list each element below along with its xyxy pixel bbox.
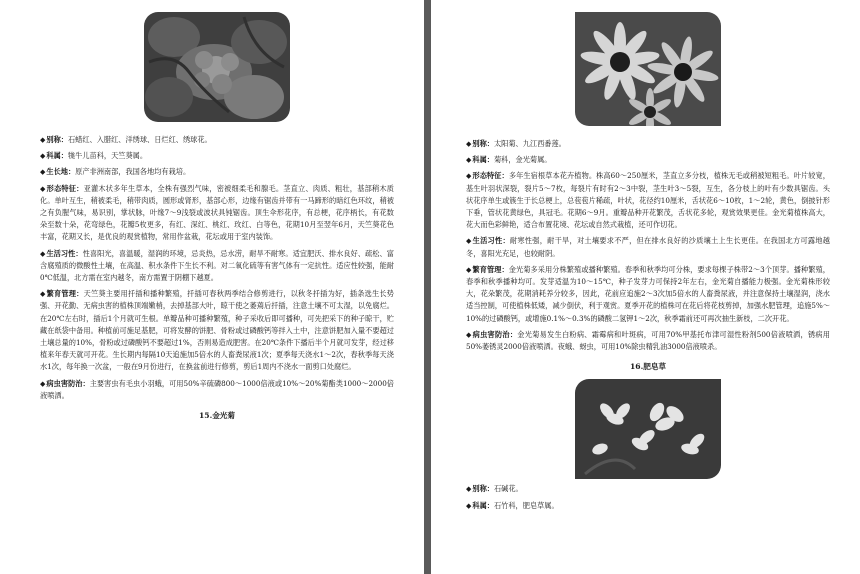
- entry-xingtai: ◆形态特征：亚灌木状多年生草本，全株有强烈气味，密被细柔毛和腺毛。茎直立、肉质、粗壮，基部稍木质化。单叶互生，稍被柔毛，稍带肉质，圆形或肾形，基部心形，边缘有锯齿并带有一马蹄形的暗红色环纹，稍被之有负腥气味，易识别，掌状脉，叶缘7～9浅裂或波状具钝锯齿。顶生伞形花序，有总梗，花序柄长，有花数朵至数十朵，花弯绿色，花瓣5枚更多，有红、深红、桃红、玫红、白等色，花期10月至翌年6月，天竺葵花色丰富，花期又长，是优良的观赏植物，常用作盆栽，花坛或用于室内装饰。: [40, 183, 394, 242]
- geranium-photo: [144, 12, 290, 122]
- entry-keshu-2: ◆科属：石竹科，肥皂草属。: [466, 500, 559, 510]
- entry-keshu: ◆科属：牻牛儿苗科，天竺葵属。: [40, 151, 148, 161]
- entry-bingchong: ◆病虫害防治：金光菊易发生白粉病、霜霉病和叶斑病，可用70%甲基托布津可湿性粉剂500倍液喷洒，锈病用50%萎锈灵2000倍液喷洒。夜蛾、蚜虫，可用10%除虫精乳油3000倍液喷杀。: [466, 329, 830, 352]
- entry-xingtai: ◆形态特征：多年生宿根草本花卉植物。株高60～250厘米，茎直立多分枝，植株无毛或稍被短粗毛。叶片较宽，基生叶羽状深裂，裂片5～7枚，每裂片有时有2～3中裂，茎生叶3～5裂，互生，各分枝上的叶有少数具锯齿。头状花序单生或簇生于长总梗上，总苞苞片稀疏，叶状，花径约10厘米，舌状花6～10枚，1～2轮，黄色，倒披针形下垂，管状花黄绿色，具冠毛。花期6～9月。重瓣品种开花繁茂，舌状花多轮，观赏效果更佳。金光菊植株高大，花大而色彩鲜艳，适合布置花境、花坛或自然式栽植，还可作切花。: [466, 171, 830, 230]
- entry-shengchang: ◆生长地：原产非洲南部，我国各地均有栽培。: [40, 167, 191, 177]
- rudbeckia-image: [575, 12, 721, 126]
- right-page: [431, 0, 860, 574]
- rudbeckia-photo: [575, 12, 721, 126]
- entry-fanzhi: ◆繁育管理：金光菊多采用分株繁殖或播种繁殖。春季和秋季均可分株，要求每棵子株带2～3个顶芽。播种繁殖，春季和秋季播种均可。发芽适温为10～15℃，种子发芽力可保持2年左右，金光菊自播能力极强。金光菊株形较大，花朵繁茂，花期消耗养分较多，因此，花前应追施2～3次加5倍水的人畜粪尿液，并注意保持土壤湿润，浇水适当控制，可使植株低矮，减少倒伏，利于观赏。夏季开花的植株可在花后将花枝剪掉，加强水肥管理，追施5%～10%的过磷酸钙，或增施0.1%～0.3%的磷酸二氢钾1～2次，秋季霜前还可再次抽生新枝，二次开花。: [466, 264, 830, 323]
- entry-bieming: ◆别称：太阳菊、九江西番莲。: [466, 139, 566, 148]
- entry-bieming-2: ◆别称：石碱花。: [466, 484, 523, 494]
- section-heading-15: 15.金光菊: [199, 411, 235, 421]
- section-heading-16: 16.肥皂草: [630, 362, 666, 372]
- entry-xixing: ◆生活习性：性喜阳光，喜温暖，湿润的环境，忌炎热，忌水涝，耐旱不耐寒。适宜肥沃、排水良好、疏松、富含腐殖质的微酸性土壤，在高温、积水条件下生长不利。对二氧化硫等有害气体有一定抗性。适应性较强，能耐0℃低温，北方需在室内越冬，南方需置于阴棚下越夏。: [40, 248, 394, 283]
- entry-bieming: ◆别称：石蜡红、入腊红、洋绣球、日烂红、绣球花。: [40, 135, 212, 144]
- entry-fanzhi: ◆繁育管理：天竺葵主要用扦插和播种繁殖，扦插可春秋两季结合修剪进行，以秋冬扦插为好，插条选生长势强、开花勤、无病虫害的植株顶端嫩梢，去掉基部大叶，晾干使之萎蔫后扦插，注意土壤不可太湿，以免腐烂。在20℃左右时，插后1个月就可生根。单瓣品种可播种繁殖，种子采收后即可播种，可先把采下的种子晾干，贮藏在纸袋中备用。种植前可施足基肥，可将发酵的饼肥、骨粉或过磷酸钙等拌入土中，注意饼肥加入量不要超过土壤总量的10%，骨粉或过磷酸钙不要超过1%，否则易造成肥害。在20℃条件下播后半个月就可发芽，经过移植来年春天就可开花。生长期内每隔10天追施加5倍水的人畜粪尿液1次；夏季每天浇水1～2次，春秋季每天浇水1次，每年换一次盆，一般在9月份进行，在换盆前进行修剪，剪后1周内不浇水一面剪口处腐烂。: [40, 289, 394, 372]
- entry-xixing: ◆生活习性：耐寒性强，耐干旱，对土壤要求不严，但在排水良好的沙质壤土上生长更佳。在我国北方可露地越冬，喜阳光充足，也较耐阴。: [466, 236, 830, 258]
- page-gutter: [424, 0, 431, 574]
- left-page: [0, 0, 424, 574]
- geranium-image: [144, 12, 290, 122]
- soapwort-image: [575, 379, 721, 479]
- entry-keshu: ◆科属：菊科，金光菊属。: [466, 155, 552, 165]
- soapwort-photo: [575, 379, 721, 479]
- entry-bingchong: ◆病虫害防治：主要害虫有毛虫小羽蛾，可用50%辛硫磷800～1000倍液或10%～20%菊酯类1000～2000倍液喷洒。: [40, 378, 394, 400]
